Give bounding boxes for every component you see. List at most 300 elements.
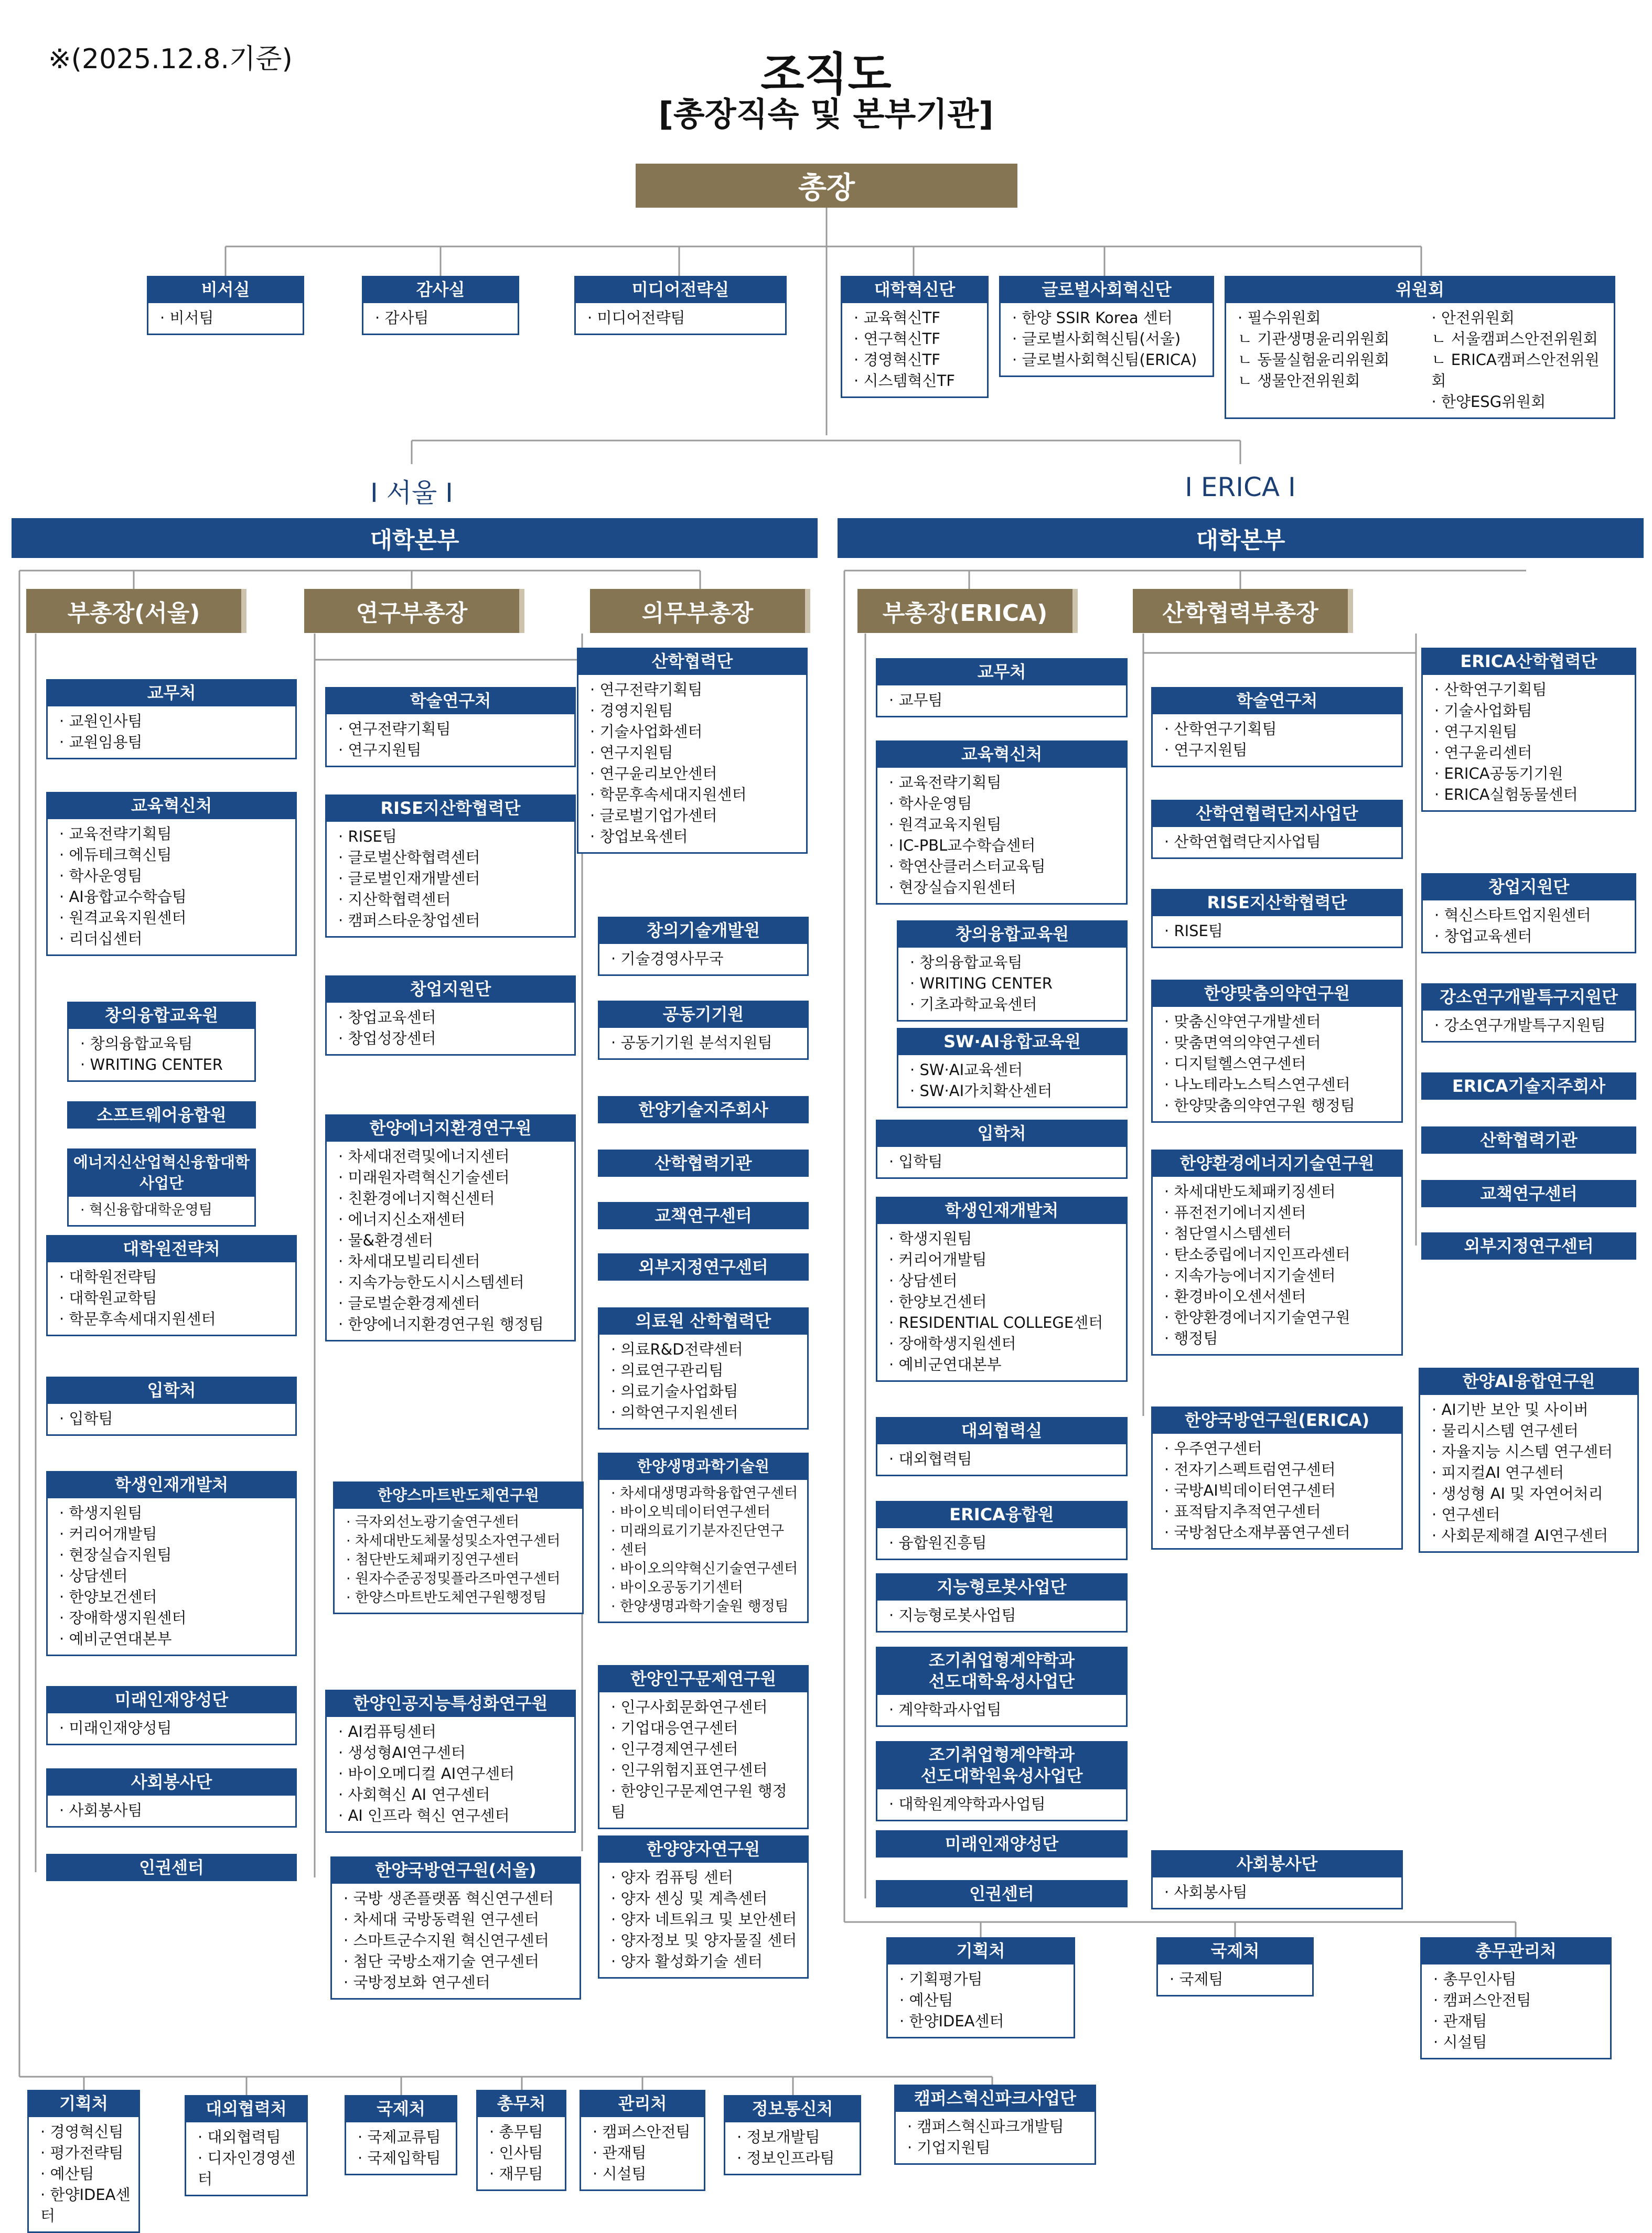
unit-item: · 인사팀 [489,2142,557,2163]
unit-item: · 한양IDEA센터 [40,2184,131,2226]
unit-item: · 창의융합교육팀 [910,952,1119,973]
unit-item: · 행정팀 [1164,1328,1394,1349]
unit-title: 한양맞춤의약연구원 [1151,980,1403,1007]
unit-item: · 글로벌인재개발센터 [338,868,567,889]
unit-item: · 캠퍼스타운창업센터 [338,910,567,931]
unit-item: · 연구지원팀 [1164,739,1394,760]
unit-item: · 경영지원팀 [590,700,799,721]
org-unit [598,1001,809,1060]
org-unit [598,1453,809,1623]
unit-item: · 한양맞춤의약연구원 행정팀 [1164,1095,1394,1116]
unit-item: · 한양에너지환경연구원 행정팀 [338,1314,567,1335]
org-unit [876,1647,1128,1727]
erica-campus-label: Ⅰ ERICA Ⅰ [1185,472,1296,502]
unit-item: · 학생지원팀 [889,1228,1119,1249]
unit-item: · 물리시스템 연구센터 [1432,1420,1630,1441]
org-unit [1151,1150,1403,1356]
unit-item: · 시스템혁신TF [854,370,980,391]
unit-item: · 연구혁신TF [854,328,980,349]
unit-item: · 정보개발팀 [737,2127,852,2148]
unit-title: 관리처 [580,2090,705,2117]
org-unit [598,1150,809,1177]
unit-item: · 상담센터 [59,1565,288,1586]
org-unit [46,679,297,759]
unit-item: · 지속가능한도시시스템센터 [338,1272,567,1293]
unit-item: · ERICA실험동물센터 [1434,784,1627,805]
unit-item: · 첨단열시스템센터 [1164,1223,1394,1244]
unit-title: 한양AI융합연구원 [1419,1368,1639,1395]
unit-title: 캠퍼스혁신파크사업단 [894,2085,1096,2112]
unit-item: · 현장실습지원팀 [59,1544,288,1565]
unit-item: · 차세대생명과학융합연구센터 [611,1484,800,1503]
unit-title: 지능형로봇사업단 [876,1573,1128,1601]
unit-item: · 연구지원팀 [1434,721,1627,742]
unit-item: · 의료연구관리팀 [611,1360,800,1381]
unit-item: ㄴ 생물안전위원회 [1238,370,1413,391]
unit-title: 비서실 [147,276,304,303]
unit-item: · 원격교육지원팀 [889,814,1119,835]
unit-item: · 대학원계약학과사업팀 [889,1794,1119,1815]
unit-item: · 필수위원회 [1238,307,1413,328]
unit-title: 소프트웨어융합원 [67,1101,256,1129]
org-unit [185,2095,308,2196]
unit-item: · 나노테라노스틱스연구센터 [1164,1074,1394,1095]
unit-item: · 시설팀 [1433,2032,1603,2053]
unit-item: · 생성형 AI 및 자연어처리 [1432,1483,1630,1504]
reference-date: ※(2025.12.8.기준) [48,44,293,75]
org-unit [1151,889,1403,948]
unit-item: · 연구전략기획팀 [590,679,799,700]
unit-item: · 상담센터 [889,1270,1119,1291]
unit-item: · 대외협력팀 [889,1448,1119,1469]
unit-item: · 사회봉사팀 [59,1800,288,1821]
org-unit [1421,1180,1636,1207]
vp-research: 연구부총장 [304,589,524,633]
unit-item: · 공동기기원 분석지원팀 [611,1032,800,1053]
unit-title: 인권센터 [876,1880,1128,1907]
unit-item: · 사회봉사팀 [1164,1882,1394,1903]
unit-item: · 국방첨단소재부품연구센터 [1164,1522,1394,1543]
unit-item: · 극자외선노광기술연구센터 [346,1513,575,1532]
org-unit [1151,980,1403,1123]
unit-title: 사회봉사단 [46,1768,297,1796]
unit-item: · 융합원진흥팀 [889,1532,1119,1553]
unit-item: · 총무인사팀 [1433,1969,1603,1990]
unit-item: · 총무팀 [489,2121,557,2142]
org-unit [841,276,989,398]
unit-title: 창의기술개발원 [598,917,809,944]
unit-item: · 에듀테크혁신팀 [59,844,288,865]
unit-title: 한양인공지능특성화연구원 [325,1690,576,1717]
unit-item: · 퓨전전기에너지센터 [1164,1202,1394,1223]
unit-title: 한양양자연구원 [598,1835,809,1863]
unit-item: · 양자 네트워크 및 보안센터 [611,1909,800,1930]
unit-item: · 디지털헬스연구센터 [1164,1053,1394,1074]
unit-item: · 기업대응연구센터 [611,1717,800,1738]
unit-item: · SW·AI교육센터 [910,1059,1119,1080]
unit-item: · 바이오공동기기센터 [611,1579,800,1597]
org-unit [876,658,1128,717]
unit-title: 학술연구처 [1151,687,1403,714]
org-unit [476,2090,566,2191]
unit-item: · 전자기스펙트럼연구센터 [1164,1459,1394,1480]
unit-item: · RISE팀 [1164,920,1394,941]
unit-title: 대외협력실 [876,1417,1128,1444]
org-unit [325,687,576,767]
unit-title: 한양환경에너지기술연구원 [1151,1150,1403,1177]
unit-item: · 의료기술사업화팀 [611,1381,800,1402]
unit-item: · 캠퍼스안전팀 [1433,1990,1603,2011]
org-unit [1421,1072,1636,1100]
unit-item: · 한양ESG위원회 [1432,391,1607,412]
org-unit [1421,648,1636,812]
unit-item: · 탄소중립에너지인프라센터 [1164,1244,1394,1265]
unit-item: · 평가전략팀 [40,2142,131,2163]
org-unit [1421,1126,1636,1154]
unit-item: · WRITING CENTER [80,1054,247,1075]
org-unit [876,1501,1128,1560]
org-unit [67,1101,256,1129]
unit-item: · 기초과학교육센터 [910,994,1119,1015]
unit-title: RISE지산학협력단 [1151,889,1403,916]
unit-title: 교책연구센터 [598,1202,809,1229]
unit-title: 한양국방연구원(서울) [330,1856,581,1884]
unit-title: 산학연협력단지사업단 [1151,800,1403,827]
unit-item: · 표적탐지추적연구센터 [1164,1501,1394,1522]
org-unit [897,1028,1128,1108]
unit-item: · 계약학과사업팀 [889,1699,1119,1720]
org-unit [1151,1407,1403,1550]
unit-item: · 예비군연대본부 [889,1354,1119,1375]
unit-title: 공동기기원 [598,1001,809,1028]
unit-item: · 연구지원팀 [590,742,799,763]
org-unit [876,1197,1128,1382]
org-unit [27,2090,140,2233]
unit-item: · 피지컬AI 연구센터 [1432,1462,1630,1483]
org-unit [876,740,1128,905]
vp-erica: 부총장(ERICA) [857,589,1078,633]
org-unit [46,1768,297,1828]
unit-title: 대학혁신단 [841,276,989,303]
unit-item: · RISE팀 [338,826,567,847]
unit-item: · 캠퍼스혁신파크개발팀 [907,2116,1087,2137]
org-unit [876,1880,1128,1907]
unit-item: · 에너지신소재센터 [338,1209,567,1230]
unit-item: · 학문후속세대지원센터 [590,784,799,805]
unit-item: · 경영혁신TF [854,349,980,370]
org-unit [598,1202,809,1229]
unit-item: · 현장실습지원센터 [889,877,1119,898]
unit-item: · 센터 [611,1541,800,1560]
unit-title: 에너지신산업혁신융합대학사업단 [67,1148,256,1197]
unit-item: · 맞춤신약연구개발센터 [1164,1011,1394,1032]
unit-title: 교육혁신처 [876,740,1128,768]
unit-item: · 예산팀 [40,2163,131,2184]
org-unit [598,917,809,976]
unit-item: · 한양보건센터 [59,1586,288,1607]
org-unit [325,795,576,938]
unit-item: · 글로벌사회혁신팀(ERICA) [1012,349,1205,370]
unit-title: 한양기술지주회사 [598,1096,809,1123]
unit-item: · 국방정보화 연구센터 [344,1972,572,1993]
org-unit [1421,1232,1636,1260]
unit-item: · 양자 컴퓨팅 센터 [611,1867,800,1888]
unit-title: 미래인재양성단 [876,1830,1128,1858]
unit-title: 외부지정연구센터 [598,1253,809,1281]
unit-item: · 대학원교학팀 [59,1287,288,1308]
org-unit [46,1471,297,1656]
unit-item: · AI 인프라 혁신 연구센터 [338,1805,567,1826]
unit-item: · 장애학생지원센터 [59,1607,288,1628]
unit-item: · 양자정보 및 양자물질 센터 [611,1930,800,1951]
unit-item: · 정보인프라팀 [737,2148,852,2168]
unit-item: · 차세대반도체패키징센터 [1164,1181,1394,1202]
unit-title: 산학협력기관 [598,1150,809,1177]
org-unit [67,1148,256,1227]
unit-item: · 사회문제해결 AI연구센터 [1432,1525,1630,1546]
unit-item: · 글로벌기업가센터 [590,805,799,826]
unit-item: · 지산학협력센터 [338,889,567,910]
unit-title: 교육혁신처 [46,792,297,819]
unit-title: 기획처 [27,2090,140,2117]
president-box: 총장 [636,164,1017,208]
unit-item: · 국제교류팀 [358,2127,448,2148]
unit-item: · 예비군연대본부 [59,1628,288,1649]
unit-item: · 기업지원팀 [907,2137,1087,2158]
org-unit [1419,1368,1639,1553]
unit-item: · 우주연구센터 [1164,1438,1394,1459]
org-unit [46,1854,297,1881]
unit-item: · 학사운영팀 [889,793,1119,814]
unit-title: 한양인구문제연구원 [598,1665,809,1692]
unit-item: · 차세대모빌리티센터 [338,1251,567,1272]
org-unit [67,1002,256,1082]
unit-item: · 강소연구개발특구지원팀 [1434,1015,1627,1036]
unit-item: · 창업교육센터 [1434,926,1627,947]
unit-item: · 인구위험지표연구센터 [611,1759,800,1780]
unit-item: · 첨단반도체패키징연구센터 [346,1551,575,1570]
unit-item: · 산학연협력단지사업팀 [1164,831,1394,852]
unit-item: · 글로벌사회혁신팀(서울) [1012,328,1205,349]
org-unit [46,792,297,956]
unit-item: · 한양IDEA센터 [899,2011,1066,2032]
unit-title: 산학협력기관 [1421,1126,1636,1154]
unit-item: · 친환경에너지혁신센터 [338,1188,567,1209]
unit-item: · 산학연구기획팀 [1434,679,1627,700]
unit-item: · 물&환경센터 [338,1230,567,1251]
unit-item: · ERICA공동기기원 [1434,763,1627,784]
unit-title: 대외협력처 [185,2095,308,2122]
unit-item: · 교육전략기획팀 [889,772,1119,793]
unit-item: · 혁신융합대학운영팀 [80,1201,247,1220]
unit-item: · 차세대반도체물성및소자연구센터 [346,1532,575,1551]
org-unit [894,2085,1096,2165]
org-unit [1151,687,1403,767]
unit-item: · 생성형AI연구센터 [338,1742,567,1763]
unit-title: 국제처 [1156,1937,1314,1964]
unit-item: · 기획평가팀 [899,1969,1066,1990]
unit-item: · 원자수준공정및플라즈마연구센터 [346,1570,575,1588]
unit-item: · 창업교육센터 [338,1007,567,1028]
unit-item: · 대외협력팀 [198,2127,299,2148]
unit-item: · 글로벌순환경제센터 [338,1293,567,1314]
unit-item: · 인구사회문화연구센터 [611,1697,800,1717]
vp-seoul: 부총장(서울) [26,589,246,633]
unit-title: 감사실 [362,276,519,303]
unit-item: · 비서팀 [160,307,295,328]
unit-title: ERICA기술지주회사 [1421,1072,1636,1100]
unit-title: 교무처 [876,658,1128,685]
unit-item: · 관재팀 [1433,2011,1603,2032]
unit-item: · 인구경제연구센터 [611,1738,800,1759]
unit-item: · 기술경영사무국 [611,948,800,969]
committee-box [1225,276,1615,419]
unit-item: · 국방 생존플랫폼 혁신연구센터 [344,1888,572,1909]
unit-title: 한양생명과학기술원 [598,1453,809,1480]
unit-item: · 국제팀 [1170,1969,1305,1990]
unit-title: 의료원 산학협력단 [598,1307,809,1335]
unit-title: 기획처 [886,1937,1075,1964]
unit-item: · 기술사업화팀 [1434,700,1627,721]
org-unit [876,1573,1128,1633]
org-unit [46,1377,297,1436]
unit-title: 조기취업형계약학과 선도대학원육성사업단 [876,1741,1128,1789]
unit-item: · 환경바이오센서센터 [1164,1286,1394,1307]
unit-item: · 한양생명과학기술원 행정팀 [611,1597,800,1616]
unit-title: 입학처 [46,1377,297,1404]
unit-item: · 맞춤면역의약연구센터 [1164,1032,1394,1053]
unit-item: · SW·AI가치확산센터 [910,1080,1119,1101]
unit-title: 산학협력단 [577,648,808,675]
unit-title: 창의융합교육원 [897,920,1128,948]
org-unit [333,1481,584,1614]
unit-item: · 바이오빅데이터연구센터 [611,1503,800,1522]
unit-item: · 창업성장센터 [338,1028,567,1049]
unit-title: SW·AI융합교육원 [897,1028,1128,1055]
unit-item: · 글로벌산학협력센터 [338,847,567,868]
seoul-campus-label: Ⅰ 서울 Ⅰ [370,478,453,508]
unit-item: · 장애학생지원센터 [889,1333,1119,1354]
unit-title: 창업지원단 [325,975,576,1003]
org-unit [876,1830,1128,1858]
unit-title: 교책연구센터 [1421,1180,1636,1207]
unit-item: · AI기반 보안 및 사이버 [1432,1399,1630,1420]
unit-item: · 연구전략기획팀 [338,718,567,739]
unit-item: · IC-PBL교수학습센터 [889,835,1119,856]
unit-item: · 커리어개발팀 [889,1249,1119,1270]
unit-item: · 연구지원팀 [338,739,567,760]
unit-item: · 교육전략기획팀 [59,823,288,844]
org-unit [876,1120,1128,1179]
unit-title: 학술연구처 [325,687,576,714]
org-unit [574,276,787,335]
unit-title: 총무처 [476,2090,566,2117]
unit-item: · 디자인경영센터 [198,2148,299,2189]
unit-item: · 의료R&D전략센터 [611,1339,800,1360]
unit-item: · 캠퍼스안전팀 [593,2121,696,2142]
unit-item: · 혁신스타트업지원센터 [1434,905,1627,926]
vp-industry: 산학협력부총장 [1133,589,1353,633]
unit-title: 조기취업형계약학과 선도대학육성사업단 [876,1647,1128,1695]
unit-item: · 재무팀 [489,2163,557,2184]
unit-item: · 미래인재양성팀 [59,1717,288,1738]
unit-title: 교무처 [46,679,297,706]
org-unit [577,648,808,854]
unit-item: · 학연산클러스터교육팀 [889,856,1119,877]
unit-item: · 바이오의약혁신기술연구센터 [611,1560,800,1579]
page-title: 조직도 [760,48,892,101]
unit-item: · 국제입학팀 [358,2148,448,2168]
unit-item: · 기술사업화센터 [590,721,799,742]
unit-item: · 감사팀 [375,307,510,328]
unit-item: · 교원인사팀 [59,711,288,732]
org-unit [1421,873,1636,953]
unit-item: · RESIDENTIAL COLLEGE센터 [889,1312,1119,1333]
org-unit [325,975,576,1056]
unit-title: 한양국방연구원(ERICA) [1151,1407,1403,1434]
unit-title: ERICA융합원 [876,1501,1128,1528]
unit-item: · 연구윤리보안센터 [590,763,799,784]
org-unit [330,1856,581,2000]
org-unit [999,276,1214,377]
unit-item: · 한양스마트반도체연구원행정팀 [346,1588,575,1607]
unit-item: · 리더십센터 [59,928,288,949]
unit-item: · 창업보육센터 [590,826,799,847]
unit-item: · 지속가능에너지기술센터 [1164,1265,1394,1286]
unit-title: 한양스마트반도체연구원 [333,1481,584,1509]
unit-item: · 미래원자력혁신기술센터 [338,1167,567,1188]
unit-title: RISE지산학협력단 [325,795,576,822]
unit-title: ERICA산학협력단 [1421,648,1636,675]
org-unit [886,1937,1075,2038]
org-unit [325,1114,576,1341]
unit-title: 한양에너지환경연구원 [325,1114,576,1142]
unit-item: · 원격교육지원센터 [59,907,288,928]
unit-item: · 교무팀 [889,690,1119,711]
org-unit [325,1690,576,1833]
unit-item: · 한양인구문제연구원 행정팀 [611,1780,800,1822]
org-unit [1156,1937,1314,1996]
unit-title: 학생인재개발처 [876,1197,1128,1224]
unit-title: 미래인재양성단 [46,1686,297,1713]
unit-title: 총무관리처 [1420,1937,1612,1964]
unit-item: · WRITING CENTER [910,973,1119,994]
unit-item: · 교육혁신TF [854,307,980,328]
unit-title: 위원회 [1225,276,1615,303]
unit-title: 미디어전략실 [574,276,787,303]
unit-item: · 스마트군수지원 혁신연구센터 [344,1930,572,1951]
unit-item: · 차세대 국방동력원 연구센터 [344,1909,572,1930]
org-unit [1151,1850,1403,1909]
unit-item: · 자율지능 시스템 연구센터 [1432,1441,1630,1462]
unit-title: 국제처 [345,2095,457,2122]
org-unit [147,276,304,335]
unit-title: 글로벌사회혁신단 [999,276,1214,303]
org-unit [345,2095,457,2175]
org-unit [897,920,1128,1022]
unit-item: · 의학연구지원센터 [611,1402,800,1423]
unit-item: · 차세대전력및에너지센터 [338,1146,567,1167]
unit-title: 학생인재개발처 [46,1471,297,1498]
erica-hq-bar: 대학본부 [838,518,1644,558]
unit-title: 외부지정연구센터 [1421,1232,1636,1260]
org-unit [1420,1937,1612,2059]
unit-item: · 한양보건센터 [889,1291,1119,1312]
unit-item: · 한양 SSIR Korea 센터 [1012,307,1205,328]
org-unit [1151,800,1403,859]
unit-item: ㄴ 동물실험윤리위원회 [1238,349,1413,370]
unit-title: 인권센터 [46,1854,297,1881]
